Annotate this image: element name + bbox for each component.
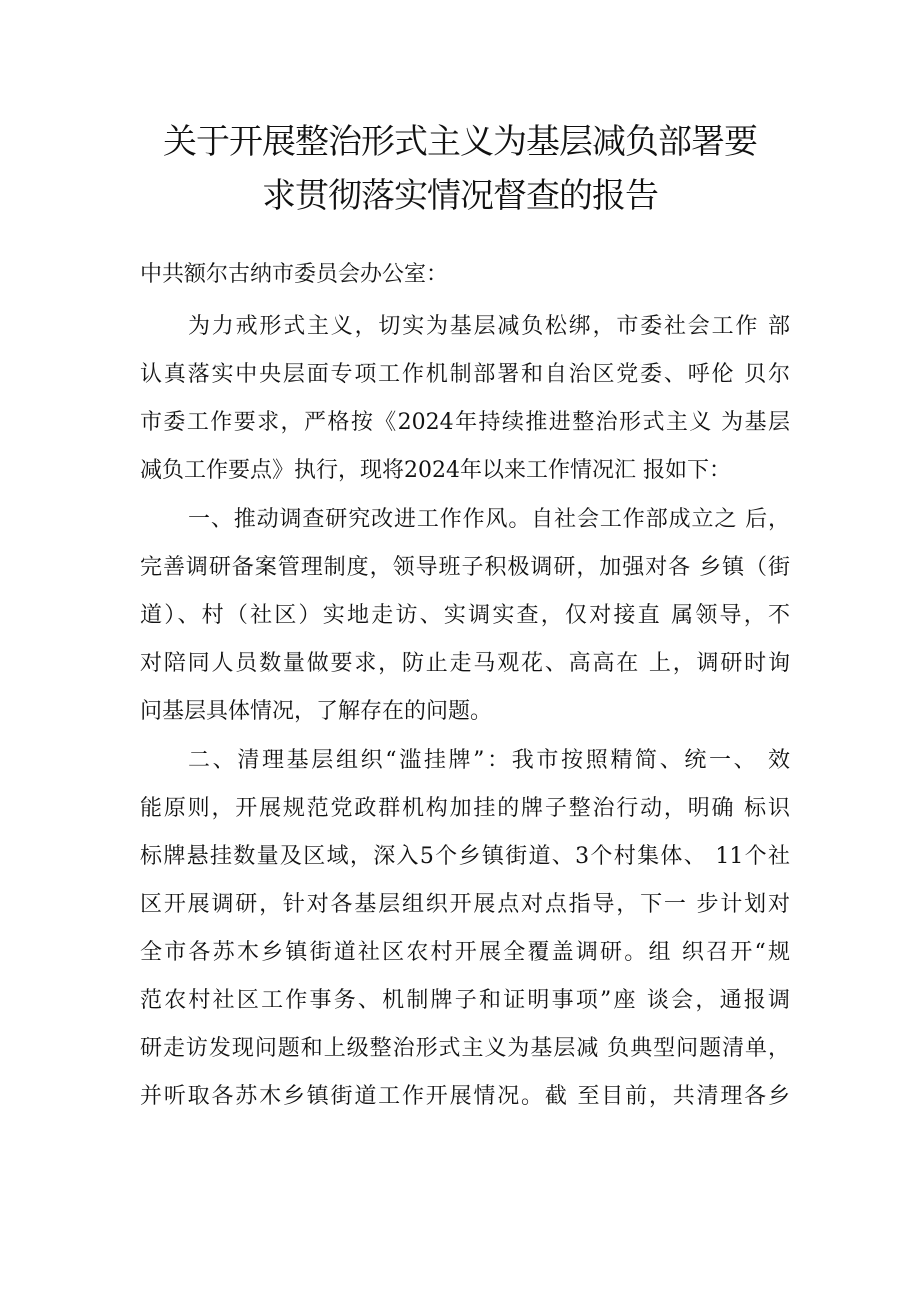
section2-line-4: 区开展调研，针对各基层组织开展点对点指导，下一 步计划对 [140, 892, 790, 917]
section2-line-5: 全市各苏木乡镇街道社区农村开展全覆盖调研。组 织召开“规 [140, 940, 790, 965]
section1-line-1: 一、推动调查研究改进工作作风。自社会工作部成立之 后， [188, 507, 790, 532]
document-title-line-1: 关于开展整治形式主义为基层减负部署要 [163, 122, 757, 162]
intro-line-4: 减负工作要点》执行，现将2024年以来工作情况汇 报如下： [140, 458, 731, 483]
addressee: 中共额尔古纳市委员会办公室： [140, 262, 449, 287]
section1-line-4: 对陪同人员数量做要求，防止走马观花、高高在 上，调研时询 [140, 651, 790, 676]
section1-line-5: 问基层具体情况，了解存在的问题。 [140, 699, 493, 724]
section2-line-2: 能原则，开展规范党政群机构加挂的牌子整治行动，明确 标识 [140, 796, 790, 821]
section1-line-2: 完善调研备案管理制度，领导班子积极调研，加强对各 乡镇（街 [140, 555, 790, 580]
section2-line-8: 并听取各苏木乡镇街道工作开展情况。截 至目前，共清理各乡 [140, 1084, 790, 1109]
document-title-line-2: 求贯彻落实情况督查的报告 [262, 176, 658, 216]
intro-line-1: 为力戒形式主义，切实为基层减负松绑，市委社会工作 部 [188, 314, 790, 339]
section2-line-7: 研走访发现问题和上级整治形式主义为基层减 负典型问题清单， [140, 1036, 790, 1061]
intro-line-3: 市委工作要求，严格按《2024年持续推进整治形式主义 为基层 [140, 410, 790, 435]
section2-line-6: 范农村社区工作事务、机制牌子和证明事项”座 谈会，通报调 [140, 988, 790, 1013]
section1-line-3: 道）、村（社区）实地走访、实调实查，仅对接直 属领导，不 [140, 603, 790, 628]
intro-line-2: 认真落实中央层面专项工作机制部署和自治区党委、呼伦 贝尔 [140, 362, 790, 387]
section2-line-1: 二、清理基层组织“滥挂牌”：我市按照精简、统一、 效 [188, 748, 790, 773]
section2-line-3: 标牌悬挂数量及区域，深入5个乡镇街道、3个村集体、 11个社 [140, 844, 790, 869]
